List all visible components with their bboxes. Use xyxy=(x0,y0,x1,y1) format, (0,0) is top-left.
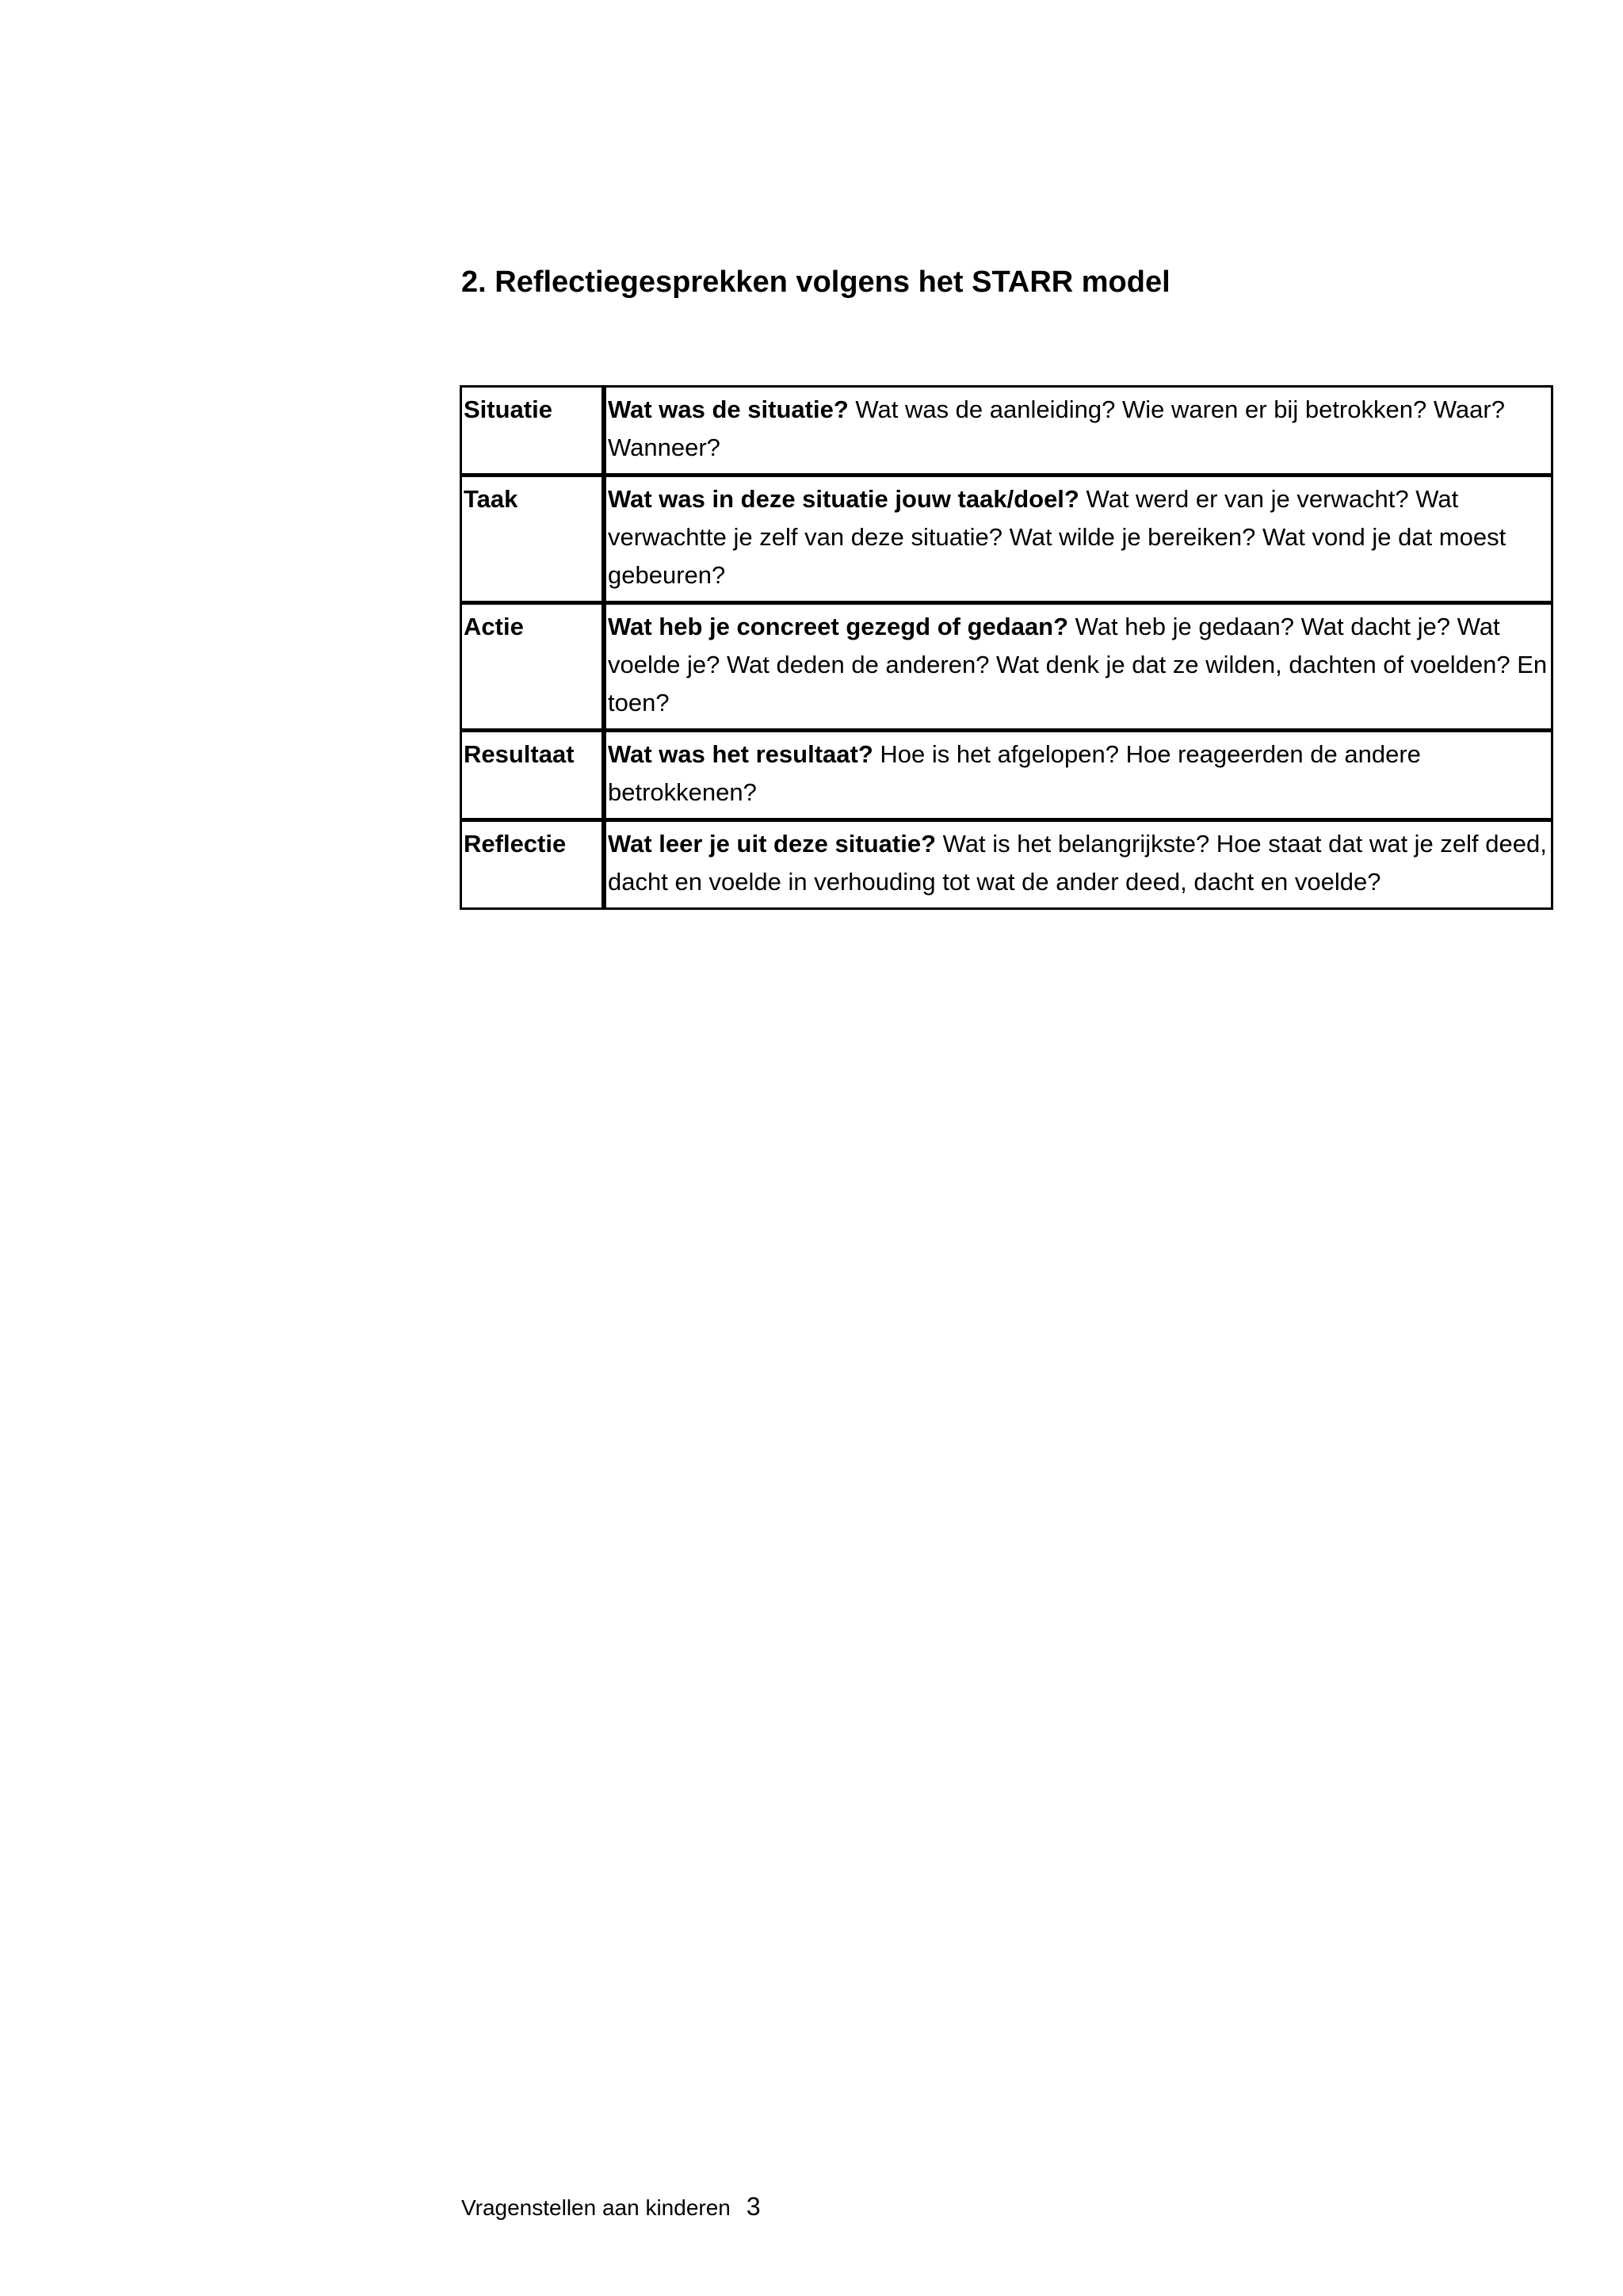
row-lead-question: Wat leer je uit deze situatie? xyxy=(608,830,937,858)
page-number: 3 xyxy=(746,2192,761,2221)
row-detail-text: Wat werd er van je verwacht? Wat verwachtte je zelf van deze situatie? Wat wilde je bereiken? Wat vond je dat moest gebeuren? xyxy=(608,485,1507,589)
table-row-actie xyxy=(461,603,1552,731)
table-row-resultaat xyxy=(461,731,1552,820)
row-description xyxy=(604,476,1552,603)
row-lead-question: Wat was de situatie? xyxy=(608,395,849,423)
table-row-reflectie xyxy=(461,820,1552,909)
row-lead-question: Wat was het resultaat? xyxy=(608,740,873,768)
footer-text: Vragenstellen aan kinderen xyxy=(461,2195,731,2220)
row-description xyxy=(604,387,1552,476)
page-title: 2. Reflectiegesprekken volgens het STARR model xyxy=(461,266,1170,299)
row-lead-question: Wat was in deze situatie jouw taak/doel? xyxy=(608,485,1079,513)
starr-table xyxy=(460,385,1553,910)
row-label: Actie xyxy=(461,603,605,731)
row-detail-text: Wat is het belangrijkste? Hoe staat dat wat je zelf deed, dacht en voelde in verhouding tot wat de ander deed, dacht en voelde? xyxy=(608,830,1547,896)
table-row-situatie xyxy=(461,387,1552,476)
row-lead-question: Wat heb je concreet gezegd of gedaan? xyxy=(608,613,1069,640)
row-description xyxy=(604,731,1552,820)
row-label: Resultaat xyxy=(461,731,605,820)
row-label: Taak xyxy=(461,476,605,603)
row-label: Reflectie xyxy=(461,820,605,909)
page-footer xyxy=(461,2192,761,2222)
row-description xyxy=(604,820,1552,909)
row-description xyxy=(604,603,1552,731)
table-row-taak xyxy=(461,476,1552,603)
row-detail-text: Hoe is het afgelopen? Hoe reageerden de andere betrokkenen? xyxy=(608,740,1421,806)
row-detail-text: Wat heb je gedaan? Wat dacht je? Wat voelde je? Wat deden de anderen? Wat denk je dat ze wilden, dachten of voelden? En toen? xyxy=(608,613,1548,716)
row-label: Situatie xyxy=(461,387,605,476)
row-detail-text: Wat was de aanleiding? Wie waren er bij betrokken? Waar? Wanneer? xyxy=(608,395,1505,461)
